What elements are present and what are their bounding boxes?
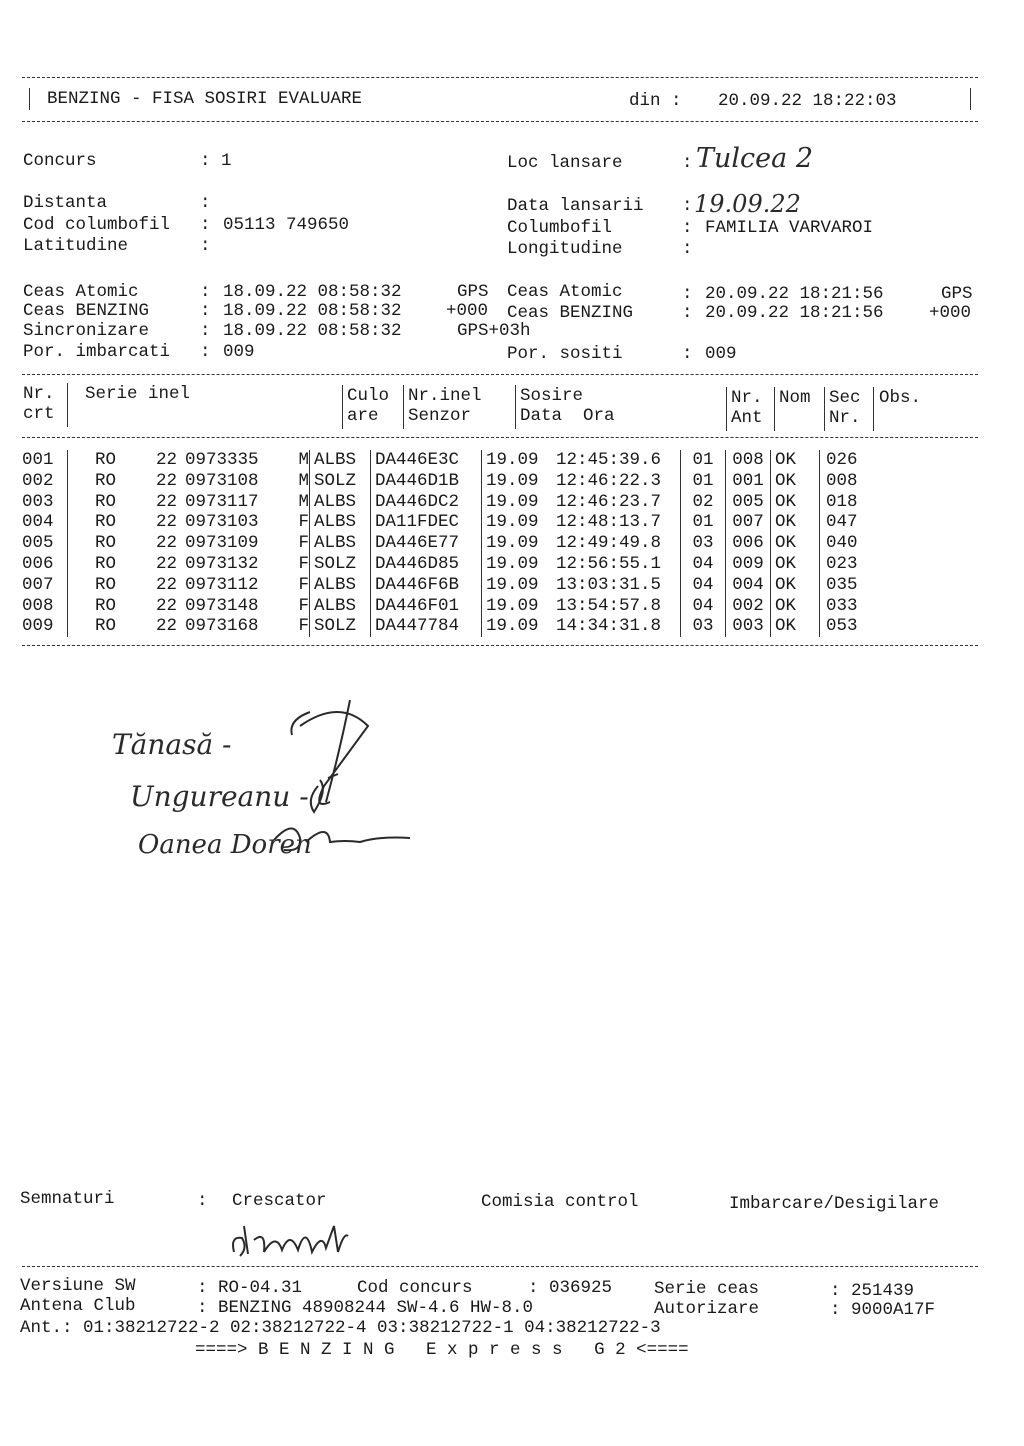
row-time: 12:48:13.7	[556, 512, 662, 533]
cod-columbofil-value: 05113 749650	[223, 215, 350, 235]
row-color: ALBS	[310, 512, 371, 533]
row-nr: 006	[22, 553, 54, 574]
row-nom: 001	[726, 471, 771, 492]
autorizare-label: Autorizare	[654, 1299, 760, 1319]
row-sec: OK	[771, 616, 820, 637]
columbofil-label: Columbofil	[507, 218, 613, 238]
table-row	[22, 554, 886, 575]
comisia-label: Comisia control	[481, 1192, 639, 1212]
row-ring: 0973335	[185, 450, 259, 470]
row-color: ALBS	[310, 533, 371, 554]
table-row	[22, 596, 886, 617]
row-ant: 01	[681, 512, 726, 533]
row-ant: 04	[681, 575, 726, 596]
row-sensor: DA446E3C	[371, 450, 482, 471]
header-bottom-rule	[22, 121, 978, 122]
row-obs: 008	[820, 471, 887, 492]
autorizare-value: : 9000A17F	[830, 1300, 936, 1320]
col-ant-header: Nr. Ant	[731, 388, 763, 428]
row-obs: 040	[820, 533, 887, 554]
semnaturi-colon: :	[197, 1191, 208, 1211]
header-left-bar	[29, 88, 30, 110]
antenna-codes: Ant.: 01:38212722-2 02:38212722-4 03:38212722-1 04:38212722-3	[20, 1318, 661, 1338]
col-sosire-header: Sosire Data Ora	[520, 386, 615, 426]
header-divider	[515, 385, 516, 429]
row-nr: 002	[22, 470, 54, 491]
ceas-benzing-end-value: 20.09.22 18:21:56	[705, 303, 884, 323]
row-ring: 0973109	[185, 533, 259, 554]
row-country: RO	[68, 575, 144, 596]
header-right-bar	[970, 88, 971, 110]
row-date: 19.09	[482, 492, 557, 513]
row-ring: 0973132	[185, 553, 259, 574]
row-time: 12:46:22.3	[556, 470, 662, 491]
handwritten-name-tanasa: Tănasă -	[112, 728, 232, 761]
row-country: RO	[68, 450, 144, 471]
distanta-label: Distanta	[23, 193, 108, 213]
imbarcati-label: Por. imbarcati	[23, 342, 171, 362]
ceas-atomic-end-label: Ceas Atomic	[507, 282, 623, 302]
handwritten-name-ungureanu: Ungureanu -	[130, 780, 309, 813]
sincronizare-label: Sincronizare	[23, 321, 150, 341]
row-sex: F	[298, 574, 309, 595]
row-nr: 007	[22, 574, 54, 595]
columbofil-value: FAMILIA VARVAROI	[705, 218, 874, 238]
row-ring: 0973112	[185, 574, 259, 595]
ceas-benzing-start-colon: :	[200, 301, 211, 321]
col-serie-header: Serie inel	[85, 384, 191, 404]
row-nom: 008	[726, 450, 771, 471]
row-obs: 035	[820, 575, 887, 596]
row-sensor: DA446E77	[371, 533, 482, 554]
row-year: 22	[155, 595, 177, 616]
row-nom: 007	[726, 512, 771, 533]
antena-club-label: Antena Club	[20, 1296, 136, 1316]
row-sex: M	[298, 450, 309, 470]
row-nr: 009	[22, 616, 54, 637]
cod-columbofil-label: Cod columbofil	[23, 215, 171, 235]
row-date: 19.09	[482, 554, 557, 575]
header-top-rule	[22, 77, 978, 78]
handwritten-name-oanea: Oanea Doren	[138, 830, 312, 860]
row-sensor: DA446F01	[371, 596, 482, 617]
ceas-atomic-start-value: 18.09.22 08:58:32	[223, 282, 402, 302]
row-date: 19.09	[482, 596, 557, 617]
row-time: 13:03:31.5	[556, 574, 662, 595]
row-date: 19.09	[482, 450, 557, 471]
row-nr: 004	[22, 512, 54, 533]
cod-concurs-label: Cod concurs	[357, 1278, 473, 1298]
col-sec-header: Sec Nr.	[829, 388, 861, 428]
sincronizare-value: 18.09.22 08:58:32	[223, 321, 402, 341]
row-time: 12:49:49.8	[556, 533, 662, 554]
header-divider	[67, 383, 68, 427]
row-ant: 03	[681, 616, 726, 637]
sositi-value: 009	[705, 344, 737, 364]
col-senzor-header: Nr.inel Senzor	[408, 386, 482, 426]
row-ring: 0973148	[185, 595, 259, 616]
row-sex: F	[298, 512, 309, 533]
ceas-benzing-start-label: Ceas BENZING	[23, 301, 150, 321]
row-sensor: DA446D85	[371, 554, 482, 575]
row-year: 22	[155, 450, 177, 470]
row-nom: 005	[726, 492, 771, 513]
imbarcare-label: Imbarcare/Desigilare	[729, 1194, 940, 1214]
table-row	[22, 471, 886, 492]
row-date: 19.09	[482, 533, 557, 554]
row-ring: 0973103	[185, 512, 259, 533]
row-country: RO	[68, 596, 144, 617]
ceas-atomic-end-value: 20.09.22 18:21:56	[705, 284, 884, 304]
row-nr: 005	[22, 533, 54, 554]
table-top-rule	[22, 374, 978, 375]
row-obs: 053	[820, 616, 887, 637]
row-nr: 008	[22, 595, 54, 616]
table-row	[22, 575, 886, 596]
row-color: ALBS	[310, 492, 371, 513]
row-obs: 026	[820, 450, 887, 471]
imbarcati-value: 009	[223, 342, 255, 362]
row-date: 19.09	[482, 512, 557, 533]
data-lansarii-handwritten: 19.09.22	[694, 190, 801, 218]
ceas-atomic-end-suffix: GPS	[941, 284, 973, 304]
row-ant: 03	[681, 533, 726, 554]
row-color: ALBS	[310, 596, 371, 617]
header-divider	[403, 385, 404, 429]
arrivals-table	[22, 450, 886, 637]
loc-lansare-handwritten: Tulcea 2	[696, 143, 813, 174]
row-country: RO	[68, 554, 144, 575]
row-sex: F	[298, 595, 309, 616]
row-year: 22	[155, 574, 177, 595]
serie-ceas-label: Serie ceas	[654, 1279, 760, 1299]
row-ant: 01	[681, 471, 726, 492]
distanta-colon: :	[200, 193, 211, 213]
row-sex: F	[298, 553, 309, 574]
ceas-benzing-start-suffix: +000	[446, 301, 489, 321]
row-ring: 0973168	[185, 616, 259, 637]
row-sec: OK	[771, 575, 820, 596]
sincronizare-colon: :	[200, 321, 211, 341]
row-year: 22	[155, 553, 177, 574]
sositi-label: Por. sositi	[507, 344, 623, 364]
cod-columbofil-colon: :	[200, 215, 211, 235]
row-sensor: DA446F6B	[371, 575, 482, 596]
row-sex: M	[298, 470, 309, 491]
row-nr: 001	[22, 450, 54, 470]
crescator-signature	[226, 1212, 356, 1262]
row-color: SOLZ	[310, 616, 371, 637]
longitudine-label: Longitudine	[507, 239, 623, 259]
row-time: 12:46:23.7	[556, 491, 662, 512]
row-sex: M	[298, 491, 309, 512]
row-sex: F	[298, 616, 309, 637]
row-country: RO	[68, 616, 144, 637]
row-year: 22	[155, 491, 177, 512]
row-time: 12:45:39.6	[556, 450, 662, 470]
col-nom-header: Nom	[779, 388, 811, 408]
ceas-benzing-end-suffix: +000	[929, 303, 972, 323]
row-nom: 004	[726, 575, 771, 596]
row-country: RO	[68, 533, 144, 554]
row-date: 19.09	[482, 471, 557, 492]
table-row	[22, 533, 886, 554]
columbofil-colon: :	[682, 218, 693, 238]
antena-club-value: : BENZING 48908244 SW-4.6 HW-8.0	[197, 1298, 534, 1318]
header-divider	[824, 387, 825, 431]
sincronizare-suffix: GPS+03h	[457, 321, 531, 341]
row-date: 19.09	[482, 616, 557, 637]
col-culoare-header: Culo are	[347, 386, 390, 426]
ceas-atomic-start-label: Ceas Atomic	[23, 282, 139, 302]
ceas-atomic-end-colon: :	[682, 284, 693, 304]
col-nr-header: Nr. crt	[23, 384, 55, 424]
header-divider	[726, 387, 727, 431]
imbarcati-colon: :	[200, 342, 211, 362]
data-lansarii-colon: :	[682, 196, 693, 216]
latitudine-label: Latitudine	[23, 236, 129, 256]
header-divider	[342, 385, 343, 429]
row-year: 22	[155, 616, 177, 637]
header-divider	[774, 387, 775, 431]
semnaturi-label: Semnaturi	[20, 1189, 115, 1209]
loc-lansare-label: Loc lansare	[507, 153, 623, 173]
row-nom: 006	[726, 533, 771, 554]
row-color: SOLZ	[310, 554, 371, 575]
data-lansarii-label: Data lansarii	[507, 196, 644, 216]
row-time: 13:54:57.8	[556, 595, 662, 616]
table-row	[22, 512, 886, 533]
row-sec: OK	[771, 471, 820, 492]
document-title: BENZING - FISA SOSIRI EVALUARE	[47, 89, 363, 109]
row-sensor: DA446DC2	[371, 492, 482, 513]
sositi-colon: :	[682, 344, 693, 364]
benzing-express-banner: ====> B E N Z I N G E x p r e s s G 2 <====	[195, 1340, 689, 1360]
signature-scribble	[270, 690, 510, 870]
ceas-benzing-end-label: Ceas BENZING	[507, 303, 634, 323]
table-bottom-rule	[22, 645, 978, 646]
row-sensor: DA447784	[371, 616, 482, 637]
row-sensor: DA11FDEC	[371, 512, 482, 533]
versiune-sw-label: Versiune SW	[20, 1276, 136, 1296]
row-year: 22	[155, 470, 177, 491]
versiune-sw-value: : RO-04.31	[197, 1278, 303, 1298]
ceas-atomic-start-colon: :	[200, 282, 211, 302]
row-obs: 023	[820, 554, 887, 575]
row-country: RO	[68, 512, 144, 533]
row-time: 12:56:55.1	[556, 553, 662, 574]
ceas-benzing-end-colon: :	[682, 303, 693, 323]
row-color: SOLZ	[310, 471, 371, 492]
col-obs-header: Obs.	[879, 388, 922, 408]
row-ring: 0973117	[185, 491, 259, 512]
header-divider	[873, 387, 874, 431]
row-country: RO	[68, 492, 144, 513]
row-date: 19.09	[482, 575, 557, 596]
row-time: 14:34:31.8	[556, 616, 662, 637]
crescator-label: Crescator	[232, 1191, 327, 1211]
row-sex: F	[298, 533, 309, 554]
row-year: 22	[155, 533, 177, 554]
concurs-label: Concurs	[23, 151, 97, 171]
serie-ceas-value: : 251439	[830, 1281, 915, 1301]
latitudine-colon: :	[200, 236, 211, 256]
row-sec: OK	[771, 554, 820, 575]
table-row	[22, 492, 886, 513]
row-obs: 018	[820, 492, 887, 513]
row-ring: 0973108	[185, 470, 259, 491]
row-sec: OK	[771, 596, 820, 617]
cod-concurs-value: : 036925	[528, 1278, 613, 1298]
row-ant: 01	[681, 450, 726, 471]
concurs-value: : 1	[200, 151, 232, 171]
row-year: 22	[155, 512, 177, 533]
row-nom: 003	[726, 616, 771, 637]
row-color: ALBS	[310, 575, 371, 596]
table-row	[22, 450, 886, 471]
row-sec: OK	[771, 450, 820, 471]
row-country: RO	[68, 471, 144, 492]
ceas-atomic-start-suffix: GPS	[457, 282, 489, 302]
row-nom: 002	[726, 596, 771, 617]
loc-lansare-colon: :	[682, 153, 693, 173]
footer-rule	[22, 1266, 978, 1267]
row-sec: OK	[771, 533, 820, 554]
row-obs: 033	[820, 596, 887, 617]
row-sec: OK	[771, 512, 820, 533]
ceas-benzing-start-value: 18.09.22 08:58:32	[223, 301, 402, 321]
din-timestamp: 20.09.22 18:22:03	[718, 91, 897, 111]
row-obs: 047	[820, 512, 887, 533]
table-header-rule	[22, 437, 978, 438]
row-nr: 003	[22, 491, 54, 512]
row-ant: 04	[681, 596, 726, 617]
din-label: din :	[629, 91, 682, 111]
row-color: ALBS	[310, 450, 371, 471]
row-ant: 04	[681, 554, 726, 575]
row-sec: OK	[771, 492, 820, 513]
longitudine-colon: :	[682, 239, 693, 259]
row-nom: 009	[726, 554, 771, 575]
row-ant: 02	[681, 492, 726, 513]
table-row	[22, 616, 886, 637]
row-sensor: DA446D1B	[371, 471, 482, 492]
